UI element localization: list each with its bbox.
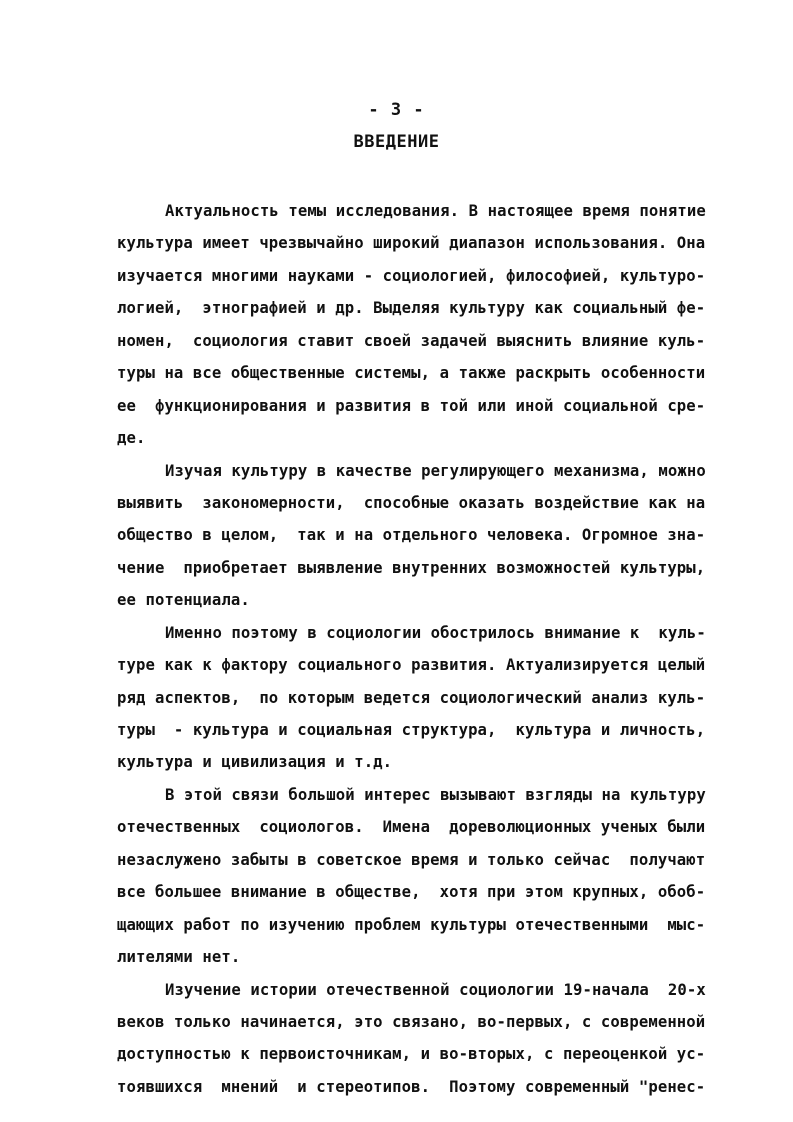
text-line: Изучение истории отечественной социологии 19-начала 20-х <box>165 980 706 999</box>
paragraph <box>117 779 717 974</box>
text-line: тоявшихся мнений и стереотипов. Поэтому современный "ренес- <box>117 1077 706 1096</box>
text-line: В этой связи большой интерес вызывают взгляды на культуру <box>165 785 706 804</box>
text-line: де. <box>117 429 146 448</box>
text-line: Именно поэтому в социологии обострилось внимание к куль- <box>165 623 706 642</box>
paragraph <box>117 455 717 617</box>
text-line: Изучая культуру в качестве регулирующего механизма, можно <box>165 461 706 480</box>
text-line: щающих работ по изучению проблем культуры отечественными мыс- <box>117 915 706 934</box>
text-line: ее потенциала. <box>117 591 250 610</box>
page-number: - 3 - <box>368 100 425 120</box>
text-line: туры на все общественные системы, а также раскрыть особенности <box>117 364 706 383</box>
text-line: культура и цивилизация и т.д. <box>117 753 393 772</box>
text-line: туре как к фактору социального развития. Актуализируется целый <box>117 656 706 675</box>
body-text <box>117 195 717 1103</box>
paragraph <box>117 617 717 779</box>
text-line: чение приобретает выявление внутренних возможностей культуры, <box>117 558 706 577</box>
text-line: туры - культура и социальная структура, культура и личность, <box>117 721 706 739</box>
text-line: ее функционирования и развития в той или иной социальной сре- <box>117 396 706 415</box>
paragraph <box>117 974 717 1104</box>
text-line: номен, социология ставит своей задачей выяснить влияние куль- <box>117 331 706 350</box>
text-line: веков только начинается, это связано, во-первых, с современной <box>117 1012 706 1031</box>
paragraph <box>117 195 717 455</box>
text-line: общество в целом, так и на отдельного человека. Огромное зна- <box>117 526 706 545</box>
text-line: Актуальность темы исследования. В настоящее время понятие <box>165 202 706 220</box>
text-line: отечественных социологов. Имена дореволюционных ученых были <box>117 818 706 837</box>
text-line: лителями нет. <box>117 948 241 967</box>
text-line: доступностью к первоисточникам, и во-вторых, с переоценкой ус- <box>117 1045 706 1064</box>
text-line: выявить закономерности, способные оказать воздействие как на <box>117 493 706 512</box>
section-heading: ВВЕДЕНИЕ <box>353 132 440 152</box>
text-line: культура имеет чрезвычайно широкий диапазон использования. Она <box>117 234 706 253</box>
text-line: все большее внимание в обществе, хотя при этом крупных, обоб- <box>117 883 706 902</box>
text-line: изучается многими науками - социологией, философией, культуро- <box>117 266 706 285</box>
text-line: ряд аспектов, по которым ведется социологический анализ куль- <box>117 688 706 707</box>
text-line: незаслужено забыты в советское время и только сейчас получают <box>117 850 706 869</box>
text-line: логией, этнографией и др. Выделяя культуру как социальный фе- <box>117 299 706 318</box>
